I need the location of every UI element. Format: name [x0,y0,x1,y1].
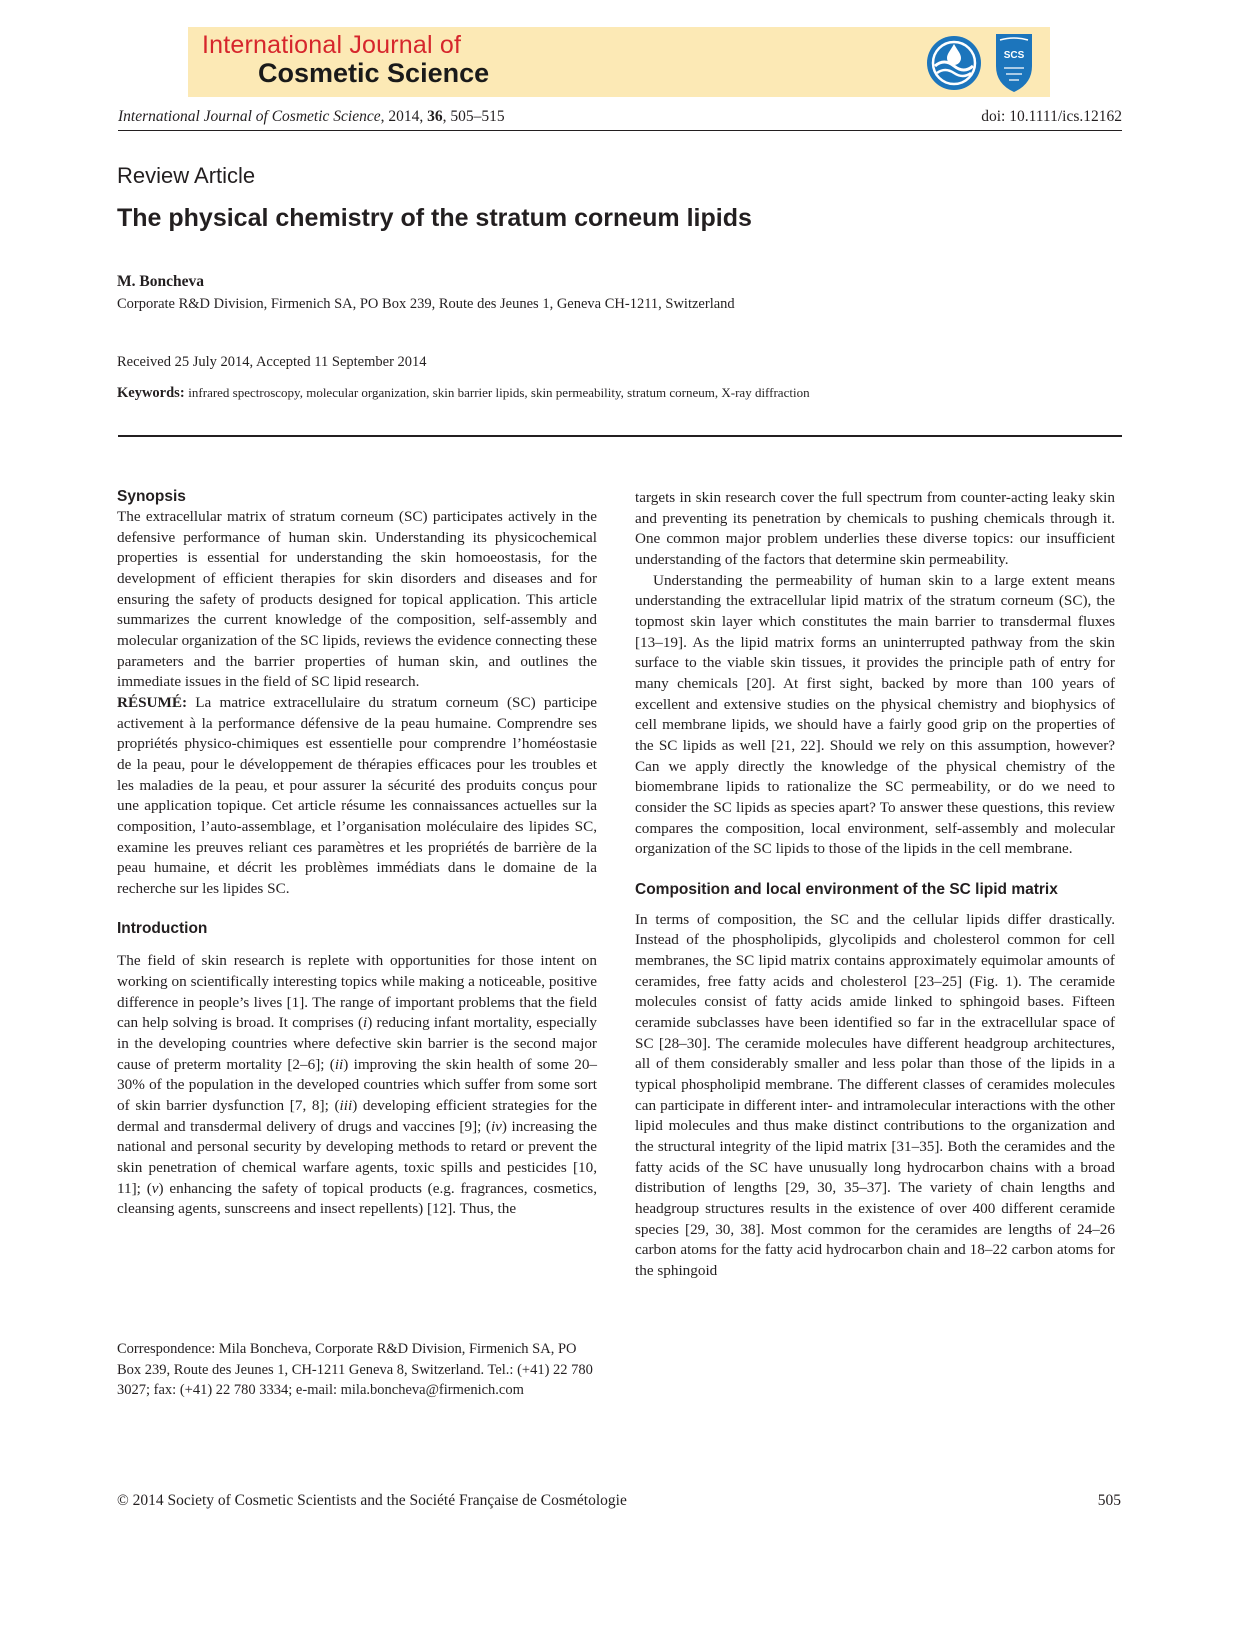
author-affiliation: Corporate R&D Division, Firmenich SA, PO Box 239, Route des Jeunes 1, Geneva CH-1211, Switzerland [117,296,735,312]
page-number: 505 [1097,1492,1121,1509]
intro-part-6: ) enhancing the safety of topical products (e.g. fragrances, cosmetics, cleansing agents, sunscreens and insect repellents) [12]. Thus, the [117,1179,597,1218]
scs-shield-logo-icon [994,32,1034,94]
citation [118,108,505,126]
journal-name-line1: International Journal of [202,31,462,59]
header-divider [118,130,1122,131]
journal-banner [188,27,1050,97]
intro-roman-i: i [363,1014,368,1032]
resume-label: RÉSUMÉ: [117,693,188,711]
right-paragraph-1: targets in skin research cover the full spectrum from counter-acting leaky skin and preventing its penetration by chemicals to pushing chemicals through it. One common major problem underlies these diverse topics: our insufficient understanding of the factors that determine skin permeability. [635,489,1115,568]
synopsis-heading: Synopsis [117,488,186,505]
article-type: Review Article [117,163,256,188]
citation-pages: , 505–515 [442,108,505,125]
intro-roman-iii: iii [339,1097,353,1115]
intro-part-4: ) developing efficient strategies for the dermal and transdermal delivery of drugs and vaccines [9]; ( [117,1097,597,1135]
running-head [118,108,1122,126]
copyright: © 2014 Society of Cosmetic Scientists and the Société Française de Cosmétologie [117,1492,627,1509]
intro-part-5: ) increasing the national and personal security by developing methods to retard or prevent the skin penetration of chemical warfare agents, toxic spills and pesticides [10, 11]; ( [117,1117,597,1197]
resume-paragraph [117,693,597,900]
correspondence-footnote: Correspondence: Mila Boncheva, Corporate R&D Division, Firmenich SA, PO Box 239, Route des Jeunes 1, CH-1211 Geneva 8, Switzerland. Tel.: (+41) 22 780 3027; fax: (+41) 22 780 3334; e-mail: mila.boncheva@firmenich.com [117,1341,593,1398]
right-paragraph-3: In terms of composition, the SC and the cellular lipids differ drastically. Instead of the phospholipids, glycolipids and cholesterol common for cell membranes, the SC lipid matrix contains approximately equimolar amounts of ceramides, free fatty acids and cholesterol [23–25] (Fig. 1). The ceramide molecules consist of fatty acids amide linked to sphingoid bases. Fifteen ceramide subclasses have been identified so far in the extracellular space of SC [28–30]. The ceramide molecules have different headgroup architectures, all of them considerably smaller and less polar than those of the lipids in a typical phospholipid membrane. The different classes of ceramides molecules can participate in different inter- and intramolecular interactions with the other lipid molecules and thus make distinct contributions to the organization and the structural integrity of the lipid matrix [31–35]. Both the ceramides and the fatty acids of the SC have unusually long hydrocarbon chains with a broad distribution of lengths [29, 30, 35–37]. The variety of chain lengths and headgroup structures results in the existence of over 400 different ceramide species [29, 30, 38]. Most common for the ceramides are lengths of 24–26 carbon atoms for the fatty acid hydrocarbon chain and 18–22 carbon atoms for the sphingoid [635,910,1115,1279]
keywords-label: Keywords: [117,385,185,401]
composition-heading: Composition and local environment of the SC lipid matrix [635,880,1058,898]
synopsis-text: The extracellular matrix of stratum corneum (SC) participates actively in the defensive performance of human skin. Understanding its physicochemical properties is essential for understanding the skin homoeostasis, for the development of efficient therapies for skin disorders and diseases and for ensuring the safety of products designed for topical application. This article summarizes the current knowledge of the composition, self-assembly and molecular organization of the SC lipids, reviews the evidence connecting these parameters and the barrier properties of human skin, and outlines the immediate issues in the field of SC lipid research. [117,508,597,691]
abstract-divider [118,435,1122,437]
intro-roman-ii: ii [334,1055,344,1073]
journal-name-line2: Cosmetic Science [258,58,490,88]
left-column [117,487,597,1220]
received-dates: Received 25 July 2014, Accepted 11 September 2014 [117,354,427,370]
introduction-heading: Introduction [117,920,208,938]
article-title: The physical chemistry of the stratum corneum lipids [117,204,752,232]
intro-roman-iv: iv [490,1117,502,1135]
intro-part-2: ) reducing infant mortality, especially in the developing countries where defective skin barrier is the second major cause of preterm mortality [2–6]; ( [117,1014,598,1073]
right-column [635,488,1115,1282]
intro-part-3: ) improving the skin health of some 20–30% of the population in the developed countries which suffer from some sort of skin barrier dysfunction [7, 8]; ( [117,1055,598,1115]
keywords [117,385,810,402]
intro-roman-v: v [151,1179,159,1197]
author-name: M. Boncheva [117,273,204,290]
journal-wave-logo-icon [925,34,983,92]
citation-year: , 2014, [380,108,428,125]
page-footer [117,1492,1121,1510]
right-paragraph-2: Understanding the permeability of human skin to a large extent means understanding the extracellular lipid matrix of the stratum corneum (SC), the topmost skin layer which constitutes the main barrier to transdermal fluxes [13–19]. As the lipid matrix forms an uninterrupted pathway from the skin surface to the viable skin tissues, it provides the principle path of entry for many chemicals [20]. At first sight, backed by more than 100 years of excellent and extensive studies on the physical chemistry and biophysics of cell membrane lipids, we should have a fairly good grip on the properties of the SC lipids as well [21, 22]. Should we rely on this assumption, however? Can we apply directly the knowledge of the physical chemistry of the biomembrane lipids to rationalize the SC permeability, or do we need to consider the SC lipids as species apart? To answer these questions, this review compares the composition, local environment, self-assembly and molecular organization of the SC lipids to those of the lipids in the cell membrane. [635,571,1115,858]
scs-logo-text: SCS [1003,50,1025,61]
introduction-text [117,951,597,1220]
intro-part-1: The field of skin research is replete with opportunities for those intent on working on scientifically interesting topics while making a noticeable, positive difference in people’s lives [1]. The range of important problems that the field can help solving is broad. It comprises ( [117,952,597,1032]
resume-text: La matrice extracellulaire du stratum corneum (SC) participe activement à la performance défensive de la peau humaine. Comprendre ses propriétés physico-chimiques est essentielle pour comprendre l’homéostasie de la peau, pour le développement de thérapies efficaces pour les troubles et les maladies de la peau, et pour assurer la sécurité des produits conçus pour une application topique. Cet article résume les connaissances actuelles sur la composition, l’auto-assemblage, et l’organisation moléculaire des lipides SC, examine les preuves reliant ces paramètres et les propriétés de barrière de la peau humaine, et décrit les problèmes immédiats dans le domaine de la recherche sur les lipides SC. [117,693,597,897]
keywords-list: infrared spectroscopy, molecular organization, skin barrier lipids, skin permeability, stratum corneum, X-ray diffraction [188,385,810,400]
journal-italic-name: International Journal of Cosmetic Science [118,108,381,125]
citation-volume: 36 [427,108,443,125]
doi: doi: 10.1111/ics.12162 [981,108,1122,125]
